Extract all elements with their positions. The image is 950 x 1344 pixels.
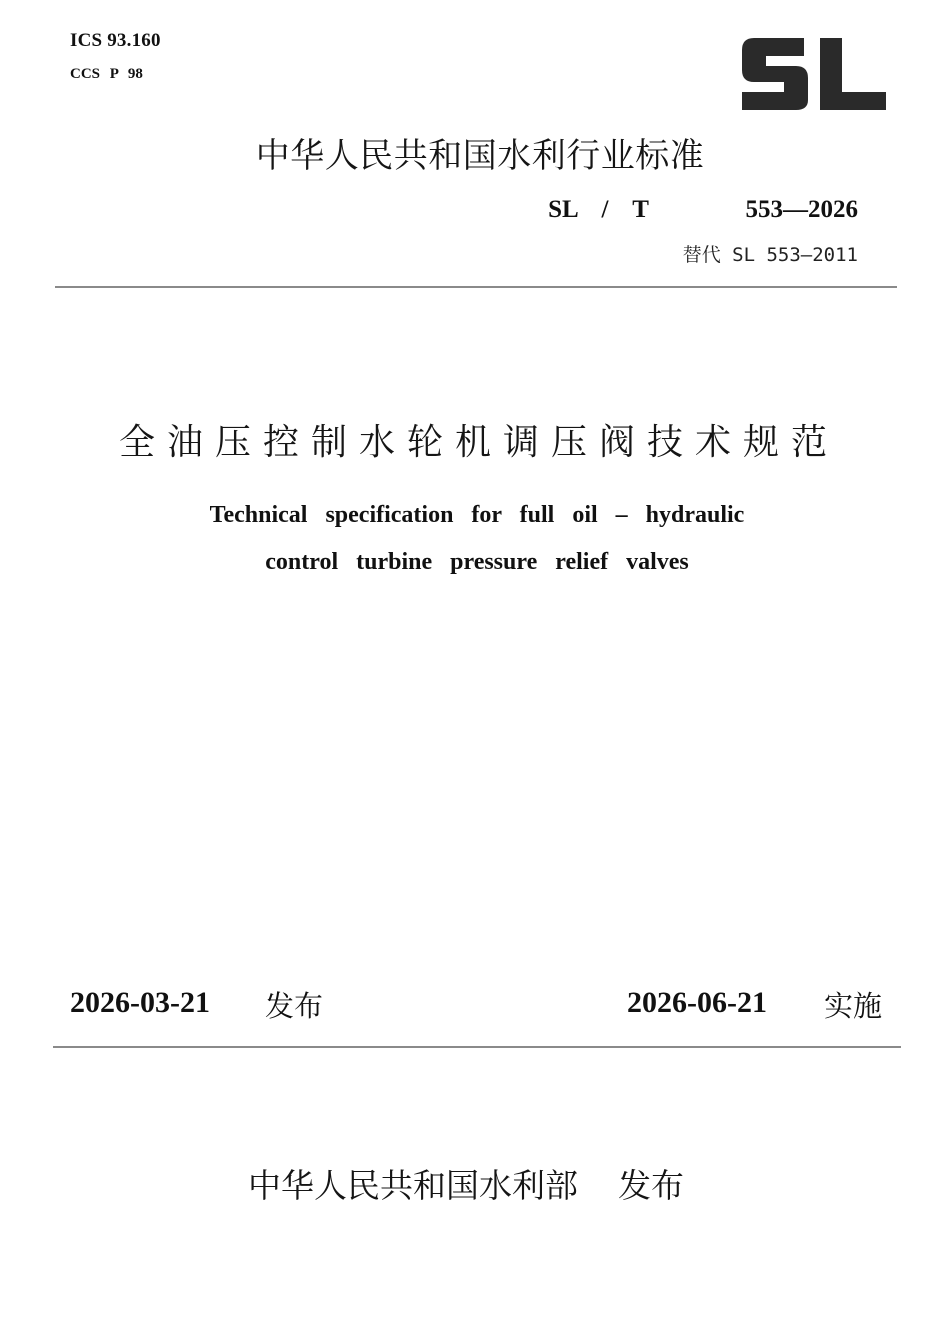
replaces-standard: 替代 SL 553—2011: [682, 244, 858, 266]
ccs-code: CCS P 98: [70, 66, 143, 82]
english-title-line1: Technical specification for full oil – hydraulic: [209, 502, 745, 528]
issuer: [248, 1160, 684, 1207]
bottom-divider: [53, 1046, 901, 1048]
publish-label: 发布: [265, 989, 324, 1023]
chinese-title: 全油压控制水轮机调压阀技术规范: [118, 422, 839, 463]
industry-standard-title: 中华人民共和国水利行业标准: [255, 136, 705, 176]
sl-logo: [738, 34, 888, 114]
publish-date: 2026-03-21: [70, 986, 210, 1019]
top-divider: [55, 286, 897, 288]
sl-logo-s-shape: [742, 38, 808, 110]
implement-date: 2026-06-21: [627, 986, 767, 1019]
implement-label: 实施: [824, 989, 883, 1023]
issuer-label: 发布: [618, 1166, 684, 1205]
english-title-line2: control turbine pressure relief valves: [265, 549, 689, 575]
ics-code: ICS 93.160: [70, 30, 161, 51]
standard-number: SL / T 553—2026: [548, 196, 858, 223]
issuer-name: 中华人民共和国水利部: [248, 1166, 578, 1205]
sl-logo-l-shape: [820, 38, 886, 110]
